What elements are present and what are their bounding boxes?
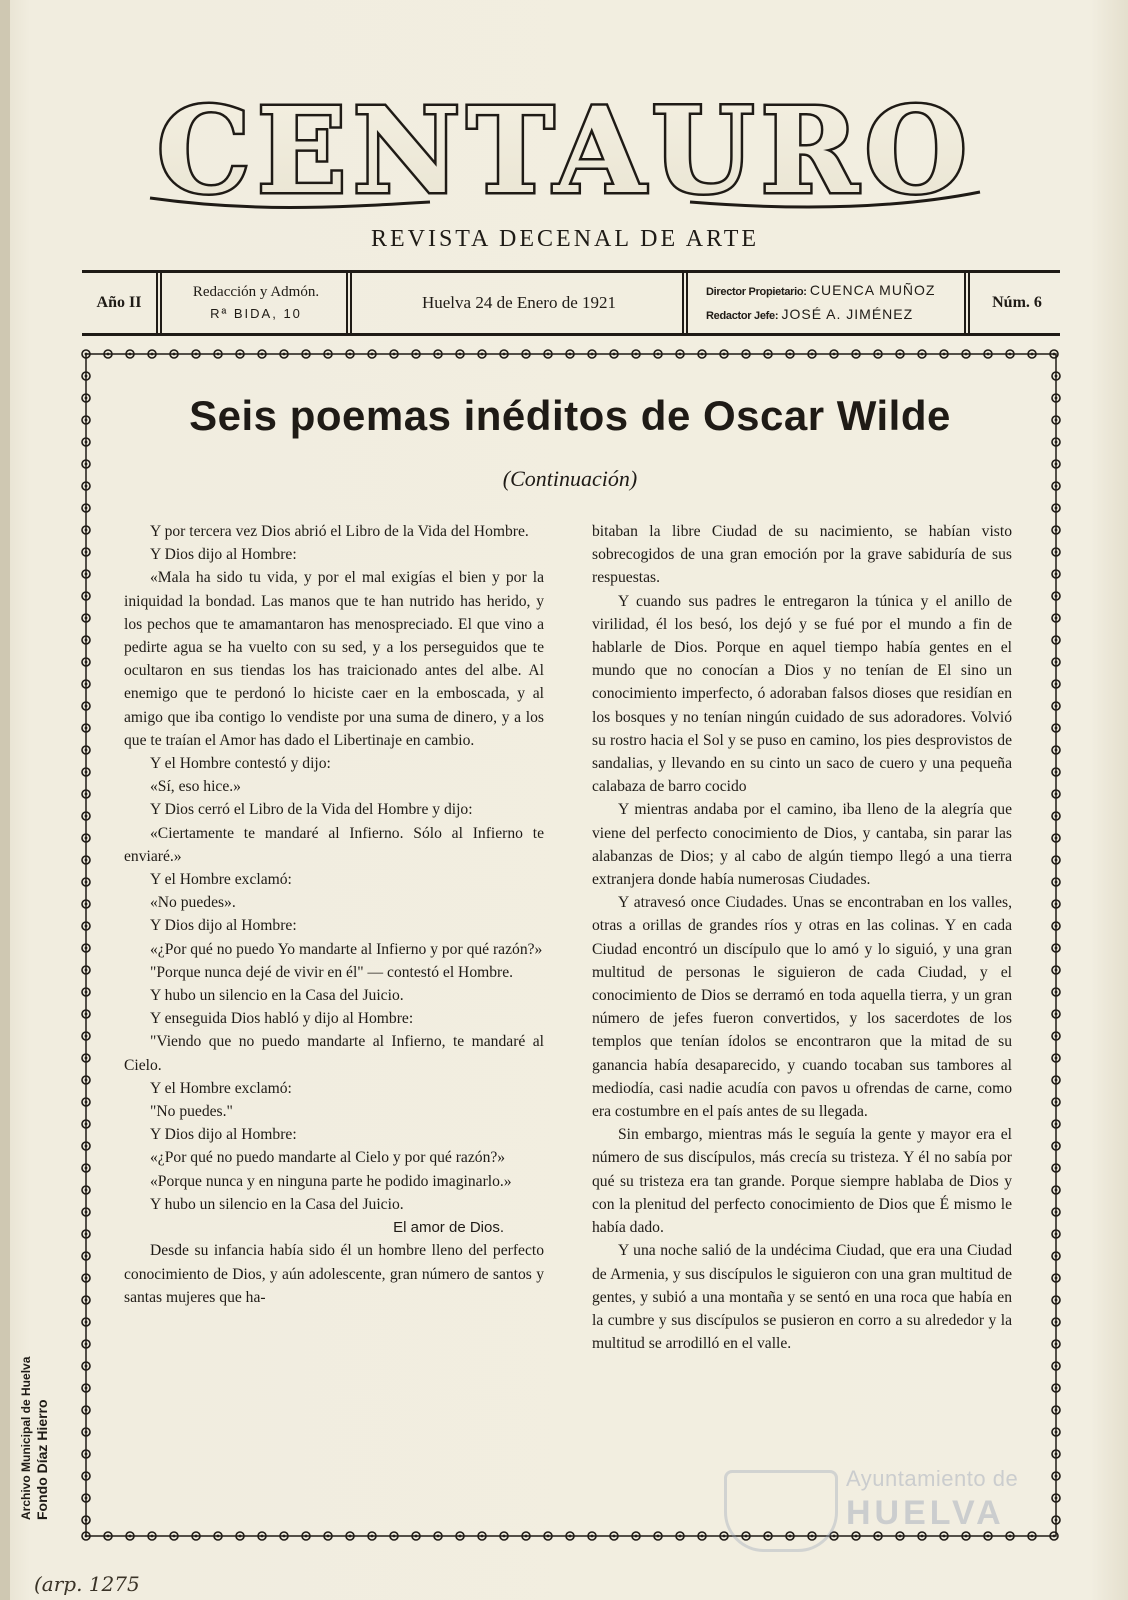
watermark-line2: HUELVA <box>846 1494 1005 1532</box>
article-column-right <box>592 520 1012 1355</box>
archive-label <box>18 1320 50 1520</box>
article-paragraph: Y hubo un silencio en la Casa del Juicio. <box>150 987 404 1005</box>
article-paragraph: «No puedes». <box>150 894 236 912</box>
article-paragraph: Y una noche salió de la undécima Ciudad, que era una Ciudad de Armenia, y sus discípulos le siguieron con una gran multitud de gentes, y subió a una montaña y se sentó en una roca que había en la cumbre y sus discípulos se pusieron en corro a su alrededor y la multitud se arrodilló en el valle. <box>592 1242 1012 1353</box>
article-paragraph: bitaban la libre Ciudad de su nacimiento, se habían visto sobrecogidos de una gran emoción por la grave sabiduría de sus respuestas. <box>592 523 1012 587</box>
archive-label-line2: Fondo Díaz Hierro <box>34 1399 50 1520</box>
director-line <box>706 279 935 303</box>
article-paragraph: "No puedes." <box>150 1103 233 1121</box>
article-paragraph: Y el Hombre exclamó: <box>150 1079 292 1097</box>
staff-credits <box>692 273 964 333</box>
issue-date: Huelva 24 de Enero de 1921 <box>421 293 617 312</box>
article-paragraph: Y Dios dijo al Hombre: <box>150 917 297 935</box>
redactor-name: JOSÉ A. JIMÉNEZ <box>781 306 914 322</box>
divider <box>682 273 688 333</box>
masthead-title: CENTAURO <box>156 81 974 220</box>
article-paragraph: Y Dios cerró el Libro de la Vida del Hombre y dijo: <box>150 801 473 819</box>
article-paragraph: «Porque nunca y en ninguna parte he podido imaginarlo.» <box>150 1172 512 1190</box>
editorial-office <box>166 273 346 333</box>
article-paragraph: «¿Por qué no puedo Yo mandarte al Infierno y por qué razón?» <box>150 940 543 958</box>
archive-label-line1: Archivo Municipal de Huelva <box>19 1356 33 1520</box>
article-paragraph: Sin embargo, mientras más le seguía la gente y mayor era el número de sus discípulos, más crecía su tristeza. Y él no sabía por qué su tristeza era tan grande. Porque siempre hablaba de Dios y con la plenitud del perfecto conocimiento de Dios que É mismo le había dado. <box>592 1126 1012 1237</box>
issue-info-bar <box>82 270 1060 336</box>
handwritten-note: (arp. 1275 <box>34 1572 140 1596</box>
article-paragraph: Y hubo un silencio en la Casa del Juicio. <box>150 1195 404 1213</box>
article-paragraph: Y atravesó once Ciudades. Unas se encontraban en los valles, otras a orillas de grandes ríos y otras en las colinas. Y en cada Ciudad encontró un discípulo que lo amó y lo siguió, y una gran multitud de personas le siguieron de cada Ciudad, y el conocimiento de Dios se derramó en toda aquella tierra, y un gran número de jefes fueron convertidos, y los sacerdotes de los templos que tenían ídolos se encontraron que la mitad de su ganancia había desaparecido, y cuando tocaban sus tambores al mediodía, casi nadie acudía con pavos u ofrendas de carne, como era costumbre en el país antes de su llegada. <box>592 894 1012 1121</box>
article-title: Seis poemas inéditos de Oscar Wilde <box>189 392 951 439</box>
page-spine-shadow <box>0 0 10 1600</box>
divider <box>346 273 352 333</box>
editorial-office-label: Redacción y Admón. <box>192 284 320 300</box>
article-paragraph: Y el Hombre contestó y dijo: <box>150 755 331 773</box>
divider <box>156 273 162 333</box>
article-paragraph: Y cuando sus padres le entregaron la túnica y el anillo de virilidad, él los besó, los dejó y se fué por el mundo a fin de hablarle de Dios. Porque en aquel tiempo había gentes en el mundo que no conocían a Dios y no tenían de El sino un conocimiento imperfecto, ó adoraban falsos dioses que residían en los bosques y no tenían ningún cuidado de sus adoradores. Volvió su rostro hacia el Sol y se puso en camino, los pies desprovistos de sandalias, y llevando en su cinto un saco de cuero y una pequeña calabaza de barro cocido <box>592 592 1012 796</box>
section-heading: El amor de Dios. <box>393 1219 504 1237</box>
article-paragraph: «Ciertamente te mandaré al Infierno. Sólo al Infierno te enviaré.» <box>124 824 544 865</box>
article-paragraph: «Mala ha sido tu vida, y por el mal exigías el bien y por la iniquidad la bondad. Las manos que te han nutrido has herido, y los pechos que te amamantaron has menospreciado. El que vino a pedirte agua se ha vuelto con su sed, y a los perseguidos que te ocultaron en sus tiendas los has traicionado antes del albe. Al enemigo que te perdonó lo hiciste caer en la emboscada, y al amigo que iba contigo lo vendiste por una suma de dinero, y a los que te traían el Amor has dado el Libertinaje en cambio. <box>124 569 544 749</box>
article-paragraph: Y mientras andaba por el camino, iba lleno de la alegría que viene del perfecto conocimiento de Dios, y cantaba, sin parar las alabanzas de Dios; y al cabo de algún tiempo llegó a una tierra extranjera donde había numerosas Ciudades. <box>592 801 1012 889</box>
masthead-logo <box>130 80 1000 220</box>
article-paragraph: Y Dios dijo al Hombre: <box>150 1126 297 1144</box>
article-paragraph: «Sí, eso hice.» <box>150 778 241 796</box>
article-paragraph: Desde su infancia había sido él un hombre lleno del perfecto conocimiento de Dios, y aún adolescente, gran número de santos y santas mujeres que ha- <box>124 1242 544 1306</box>
article-paragraph: "Porque nunca dejé de vivir en él" — contestó el Hombre. <box>150 963 514 981</box>
article-paragraph: «¿Por qué no puedo mandarte al Cielo y por qué razón?» <box>150 1149 506 1167</box>
director-name: CUENCA MUÑOZ <box>809 282 936 298</box>
crest-icon <box>724 1470 838 1552</box>
watermark-line1: Ayuntamiento de <box>846 1466 1019 1491</box>
article-paragraph: "Viendo que no puedo mandarte al Infierno, te mandaré al Cielo. <box>124 1033 544 1074</box>
article-paragraph: Y enseguida Dios habló y dijo al Hombre: <box>150 1010 414 1028</box>
editorial-office-address: Rª BIDA, 10 <box>210 306 302 321</box>
redactor-line <box>706 303 913 327</box>
director-label: Director Propietario: <box>706 286 807 298</box>
issue-year: Año II <box>96 294 142 311</box>
issue-number: Núm. 6 <box>992 294 1042 311</box>
article-continuation: (Continuación) <box>502 466 638 491</box>
article-paragraph: Y el Hombre exclamó: <box>150 871 292 889</box>
article-column-left <box>124 520 544 1309</box>
watermark-stamp <box>724 1466 1044 1546</box>
masthead-logo-art <box>130 80 1000 220</box>
article-paragraph: Y por tercera vez Dios abrió el Libro de la Vida del Hombre. <box>150 523 529 540</box>
article-paragraph: Y Dios dijo al Hombre: <box>150 546 297 564</box>
redactor-label: Redactor Jefe: <box>706 310 779 322</box>
divider <box>964 273 970 333</box>
masthead-subtitle: REVISTA DECENAL DE ARTE <box>370 226 760 252</box>
